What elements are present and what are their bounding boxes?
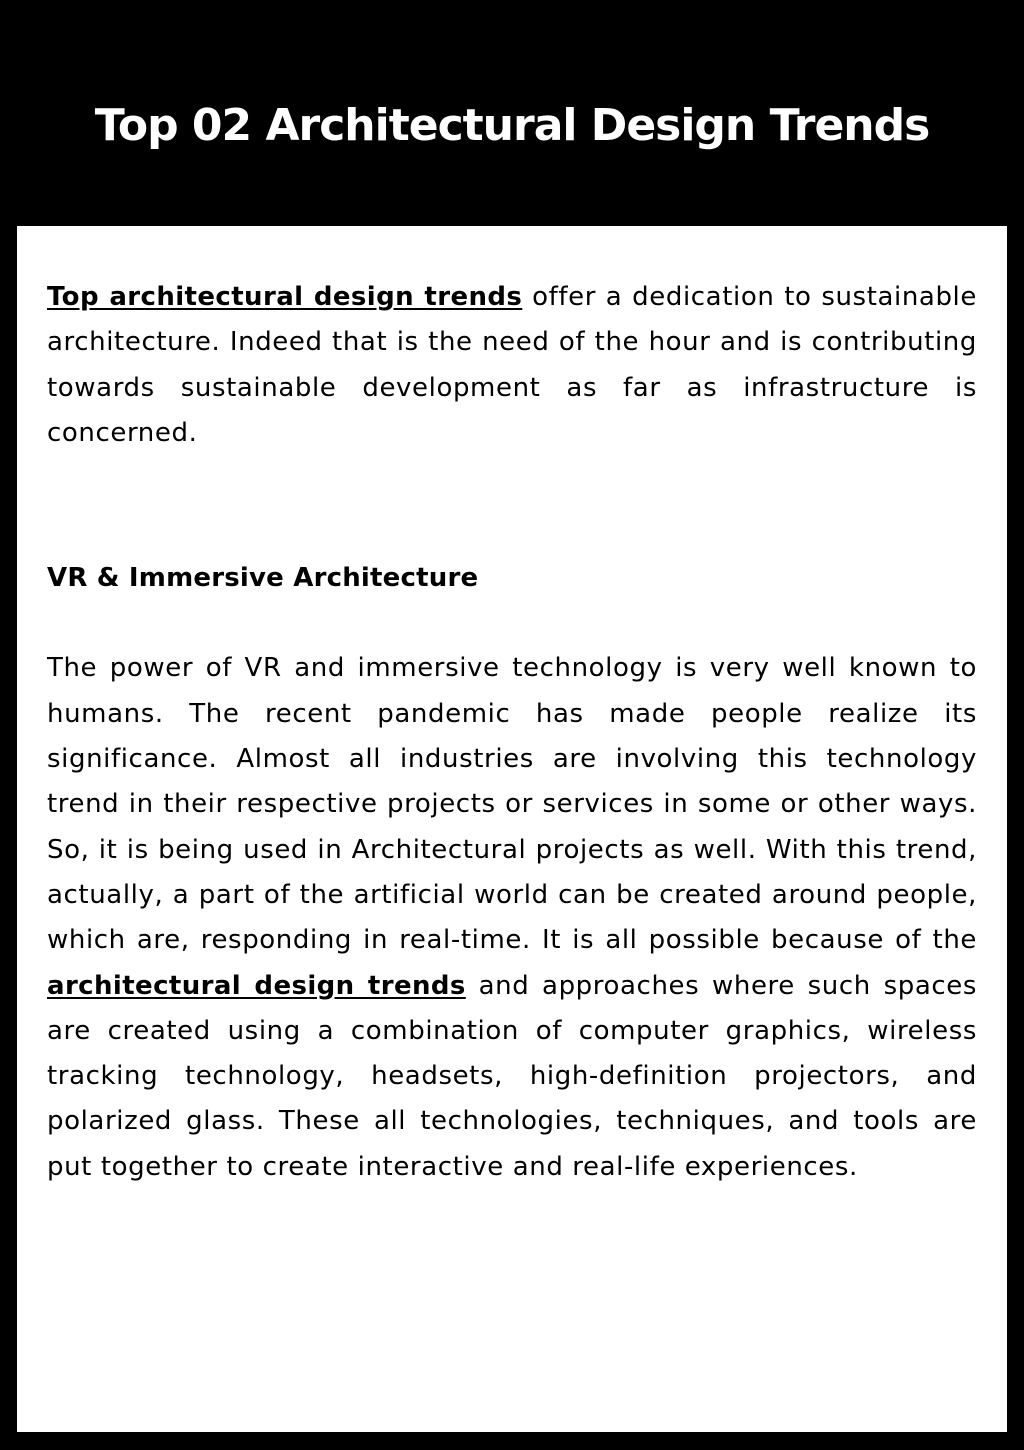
section-text-part2: and approaches where such spaces are created using a combination of computer graphics, wireless tracking technology, headsets, high-definition projectors, and polarized glass. These all technologies, techniques, and tools are put together to create interactive and real-life experiences. — [47, 970, 977, 1182]
intro-paragraph — [47, 275, 977, 456]
spacer — [47, 601, 977, 646]
section-heading: VR & Immersive Architecture — [47, 563, 479, 594]
section-link[interactable]: architectural design trends — [47, 970, 466, 1001]
article-body — [47, 275, 977, 1190]
intro-link[interactable]: Top architectural design trends — [47, 282, 523, 312]
spacer — [47, 456, 977, 556]
section-text-part1: The power of VR and immersive technology is very well known to humans. The recent pandemic has made people realize its significance. Almost all industries are involving this technology trend in their respective projects or services in some or other ways. So, it is being used in Architectural projects as well. With this trend, actually, a part of the artificial world can be created around people, which are, responding in real-time. It is all possible because of the — [47, 653, 977, 956]
page-title: Top 02 Architectural Design Trends — [94, 100, 930, 151]
section-paragraph — [47, 646, 977, 1190]
intro-text: offer a dedication to sustainable architecture. Indeed that is the need of the hour and is contributing towards sustainable development as far as infrastructure is concerned. — [47, 282, 977, 448]
header-banner — [0, 0, 1024, 225]
